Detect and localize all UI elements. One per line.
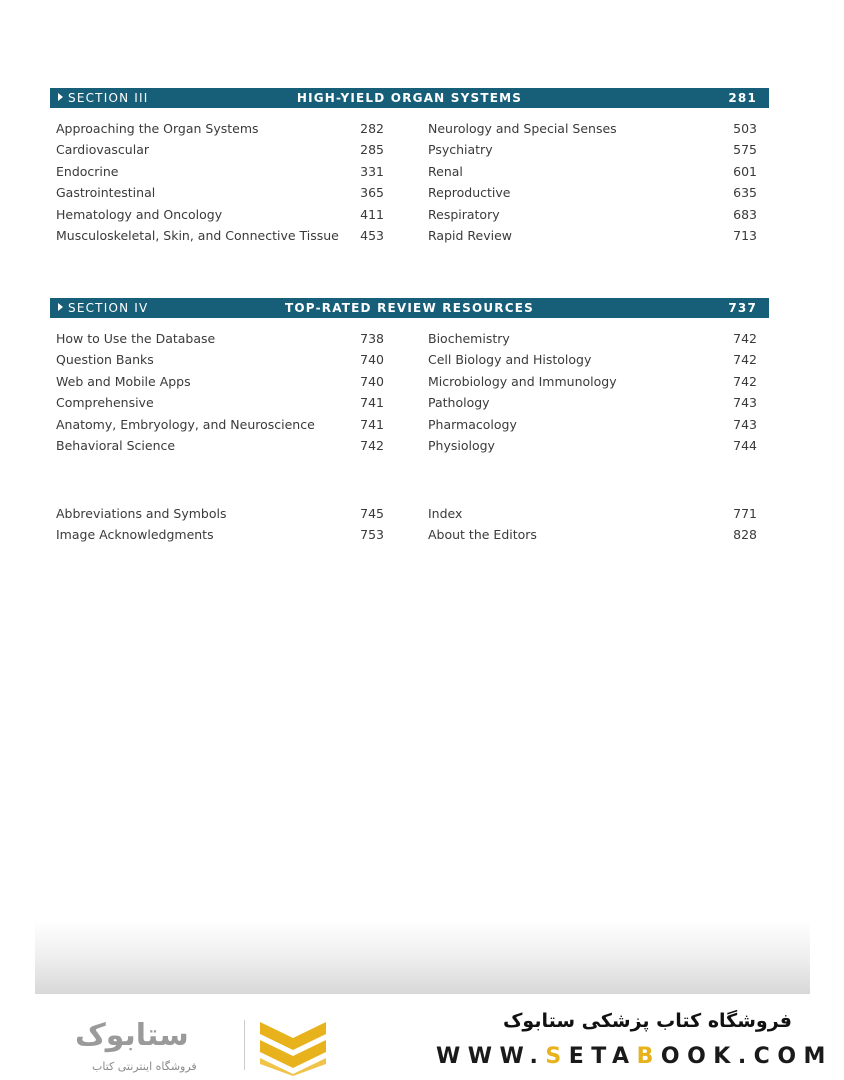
book-logo-icon: [256, 1018, 330, 1076]
section-iv: [50, 298, 769, 453]
toc-entry[interactable]: [56, 414, 384, 435]
entry-title: Gastrointestinal: [56, 185, 156, 201]
entry-title: Cardiovascular: [56, 142, 149, 158]
toc-entry[interactable]: [56, 349, 384, 370]
branding-footer: [0, 1000, 844, 1080]
toc-entry[interactable]: [56, 524, 384, 545]
toc-entry[interactable]: [428, 225, 757, 246]
entry-page: 365: [360, 185, 384, 201]
entry-page: 741: [360, 395, 384, 411]
entry-title: Cell Biology and Histology: [428, 352, 592, 368]
store-title: فروشگاه کتاب پزشکی ستابوک: [502, 1010, 792, 1032]
section-iii: [50, 88, 769, 243]
entry-title: Approaching the Organ Systems: [56, 121, 259, 136]
entry-title: Comprehensive: [56, 395, 154, 411]
toc-entry[interactable]: [428, 392, 757, 413]
entry-page: 282: [360, 121, 384, 136]
entry-title: Endocrine: [56, 163, 119, 179]
toc-entry[interactable]: [56, 371, 384, 392]
toc-entry[interactable]: [428, 414, 757, 435]
entry-page: 743: [733, 395, 757, 411]
page-shadow: [35, 920, 810, 994]
entry-title: Question Banks: [56, 352, 154, 368]
toc-entry[interactable]: [428, 182, 757, 203]
entry-title: Pathology: [428, 395, 490, 411]
entry-page: 285: [360, 142, 384, 158]
entry-page: 744: [733, 438, 757, 453]
section-label: SECTION III: [58, 91, 149, 105]
entry-page: 411: [360, 206, 384, 222]
entry-page: 740: [360, 352, 384, 368]
entry-page: 743: [733, 416, 757, 432]
entry-page: 683: [733, 206, 757, 222]
entry-page: 753: [360, 527, 384, 543]
toc-entry[interactable]: [56, 503, 384, 524]
section-page: 281: [728, 91, 757, 105]
entry-title: Pharmacology: [428, 416, 517, 432]
toc-entry[interactable]: [428, 118, 757, 139]
entry-title: Physiology: [428, 438, 495, 453]
toc-entry[interactable]: [428, 161, 757, 182]
toc-entry[interactable]: [428, 349, 757, 370]
entry-page: 601: [733, 163, 757, 179]
toc-entry[interactable]: [428, 139, 757, 160]
section-header-bar: [50, 298, 769, 318]
entry-page: 742: [733, 373, 757, 389]
entry-title: How to Use the Database: [56, 331, 216, 346]
section-title: HIGH-YIELD ORGAN SYSTEMS: [296, 91, 523, 105]
entry-page: 503: [733, 121, 757, 136]
toc-entry[interactable]: [428, 435, 757, 456]
entry-title: About the Editors: [428, 527, 537, 543]
toc-entry[interactable]: [56, 204, 384, 225]
toc-entry[interactable]: [428, 371, 757, 392]
entry-page: 828: [733, 527, 757, 543]
entry-page: 635: [733, 185, 757, 201]
logo-divider: [244, 1020, 245, 1070]
entry-page: 453: [360, 228, 384, 243]
toc-entry[interactable]: [56, 161, 384, 182]
entry-title: Neurology and Special Senses: [428, 121, 617, 136]
entry-page: 738: [360, 331, 384, 346]
entry-title: Musculoskeletal, Skin, and Connective Tissue: [56, 228, 339, 243]
entry-title: Index: [428, 506, 463, 521]
toc-entry[interactable]: [56, 139, 384, 160]
entry-title: Web and Mobile Apps: [56, 373, 191, 389]
entry-page: 742: [733, 331, 757, 346]
toc-entry[interactable]: [56, 182, 384, 203]
entry-title: Reproductive: [428, 185, 511, 201]
toc-entry[interactable]: [428, 204, 757, 225]
entry-title: Psychiatry: [428, 142, 493, 158]
entry-title: Biochemistry: [428, 331, 510, 346]
entry-page: 745: [360, 506, 384, 521]
entry-title: Abbreviations and Symbols: [56, 506, 227, 521]
entry-title: Rapid Review: [428, 228, 512, 243]
entry-page: 742: [360, 438, 384, 453]
entry-page: 742: [733, 352, 757, 368]
toc-entry[interactable]: [56, 225, 384, 246]
toc-entry[interactable]: [428, 524, 757, 545]
entry-page: 713: [733, 228, 757, 243]
entry-page: 331: [360, 163, 384, 179]
entry-title: Behavioral Science: [56, 438, 176, 453]
toc-entry[interactable]: [56, 392, 384, 413]
toc-entry[interactable]: [56, 118, 384, 139]
entry-title: Renal: [428, 163, 463, 179]
logo-wordmark: ستابوک: [75, 1018, 189, 1053]
entry-page: 740: [360, 373, 384, 389]
toc-entry[interactable]: [428, 328, 757, 349]
entry-title: Image Acknowledgments: [56, 527, 214, 543]
entry-title: Respiratory: [428, 206, 500, 222]
entry-title: Microbiology and Immunology: [428, 373, 617, 389]
toc-entry[interactable]: [56, 435, 384, 456]
entry-title: Hematology and Oncology: [56, 206, 223, 222]
entry-page: 575: [733, 142, 757, 158]
logo-subtitle: فروشگاه اینترنتی کتاب: [92, 1060, 197, 1073]
site-url[interactable]: WWW.SETABOOK.COM: [436, 1044, 833, 1069]
toc-entry[interactable]: [428, 503, 757, 524]
entry-page: 741: [360, 416, 384, 432]
entry-page: 771: [733, 506, 757, 521]
section-label: SECTION IV: [58, 301, 148, 315]
section-page: 737: [728, 301, 757, 315]
section-title: TOP-RATED REVIEW RESOURCES: [285, 301, 534, 315]
toc-entry[interactable]: [56, 328, 384, 349]
entry-title: Anatomy, Embryology, and Neuroscience: [56, 416, 315, 432]
section-header-bar: [50, 88, 769, 108]
